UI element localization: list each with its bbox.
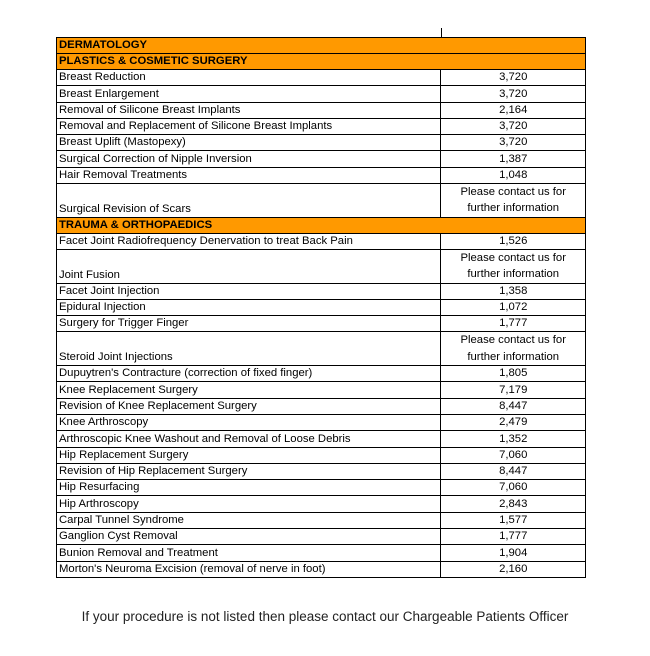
table-row xyxy=(57,496,586,512)
table-row xyxy=(57,167,586,183)
table-row xyxy=(57,299,586,315)
procedure-name: Bunion Removal and Treatment xyxy=(57,545,441,561)
table-row xyxy=(57,283,586,299)
procedure-name: Steroid Joint Injections xyxy=(57,332,441,366)
table-row xyxy=(57,545,586,561)
table-row xyxy=(57,447,586,463)
table-row xyxy=(57,151,586,167)
procedure-price: Please contact us for further information xyxy=(441,332,586,366)
table-row xyxy=(57,184,586,218)
procedure-name: Knee Arthroscopy xyxy=(57,414,441,430)
table-row xyxy=(57,102,586,118)
table-row xyxy=(57,118,586,134)
procedure-price: Please contact us for further information xyxy=(441,184,586,218)
column-divider-top xyxy=(441,28,442,37)
procedure-name: Revision of Hip Replacement Surgery xyxy=(57,463,441,479)
procedure-price: 7,179 xyxy=(441,382,586,398)
procedure-price: 1,048 xyxy=(441,167,586,183)
procedure-name: Ganglion Cyst Removal xyxy=(57,529,441,545)
procedure-name: Removal and Replacement of Silicone Breast Implants xyxy=(57,118,441,134)
table-row xyxy=(57,431,586,447)
procedure-name: Arthroscopic Knee Washout and Removal of Loose Debris xyxy=(57,431,441,447)
procedure-price: 8,447 xyxy=(441,398,586,414)
table-row xyxy=(57,233,586,249)
procedure-price: 1,352 xyxy=(441,431,586,447)
procedure-name: Breast Enlargement xyxy=(57,86,441,102)
procedure-name: Morton's Neuroma Excision (removal of nerve in foot) xyxy=(57,561,441,577)
section-title: PLASTICS & COSMETIC SURGERY xyxy=(57,54,586,70)
section-title: TRAUMA & ORTHOPAEDICS xyxy=(57,217,586,233)
procedure-name: Hip Arthroscopy xyxy=(57,496,441,512)
table-row xyxy=(57,561,586,577)
procedure-price: 1,805 xyxy=(441,366,586,382)
procedure-name: Surgery for Trigger Finger xyxy=(57,316,441,332)
procedure-name: Surgical Revision of Scars xyxy=(57,184,441,218)
procedure-price: 3,720 xyxy=(441,86,586,102)
procedure-price: 1,904 xyxy=(441,545,586,561)
procedure-price: 2,479 xyxy=(441,414,586,430)
procedure-price: 3,720 xyxy=(441,70,586,86)
procedure-price: 1,072 xyxy=(441,299,586,315)
table-row xyxy=(57,463,586,479)
table-row xyxy=(57,414,586,430)
table-row xyxy=(57,316,586,332)
procedure-price: 1,577 xyxy=(441,512,586,528)
section-header-plastics xyxy=(57,54,586,70)
procedure-price: 7,060 xyxy=(441,447,586,463)
procedure-name: Hair Removal Treatments xyxy=(57,167,441,183)
procedure-price: 1,358 xyxy=(441,283,586,299)
section-title: DERMATOLOGY xyxy=(57,38,586,54)
table-row xyxy=(57,70,586,86)
table-row xyxy=(57,382,586,398)
table-row xyxy=(57,512,586,528)
procedure-price: Please contact us for further information xyxy=(441,249,586,283)
procedure-price: 3,720 xyxy=(441,118,586,134)
procedure-price: 2,843 xyxy=(441,496,586,512)
procedure-name: Breast Uplift (Mastopexy) xyxy=(57,135,441,151)
procedure-price: 2,164 xyxy=(441,102,586,118)
procedure-price: 1,526 xyxy=(441,233,586,249)
procedure-name: Facet Joint Injection xyxy=(57,283,441,299)
table-row xyxy=(57,480,586,496)
procedure-name: Dupuytren's Contracture (correction of fixed finger) xyxy=(57,366,441,382)
table-row xyxy=(57,332,586,366)
table-row xyxy=(57,398,586,414)
procedure-price: 1,777 xyxy=(441,529,586,545)
table-row xyxy=(57,135,586,151)
procedure-name: Carpal Tunnel Syndrome xyxy=(57,512,441,528)
procedure-name: Joint Fusion xyxy=(57,249,441,283)
procedure-price: 1,777 xyxy=(441,316,586,332)
table-row xyxy=(57,249,586,283)
section-header-trauma xyxy=(57,217,586,233)
procedure-price: 2,160 xyxy=(441,561,586,577)
section-header-dermatology xyxy=(57,38,586,54)
table-row xyxy=(57,366,586,382)
procedure-name: Knee Replacement Surgery xyxy=(57,382,441,398)
procedure-name: Surgical Correction of Nipple Inversion xyxy=(57,151,441,167)
footer-note: If your procedure is not listed then please contact our Chargeable Patients Officer xyxy=(81,609,569,624)
procedure-name: Epidural Injection xyxy=(57,299,441,315)
procedure-price-table xyxy=(56,37,586,578)
procedure-price: 3,720 xyxy=(441,135,586,151)
procedure-name: Hip Resurfacing xyxy=(57,480,441,496)
procedure-name: Facet Joint Radiofrequency Denervation to treat Back Pain xyxy=(57,233,441,249)
procedure-name: Removal of Silicone Breast Implants xyxy=(57,102,441,118)
procedure-name: Hip Replacement Surgery xyxy=(57,447,441,463)
procedure-price: 7,060 xyxy=(441,480,586,496)
procedure-price: 8,447 xyxy=(441,463,586,479)
procedure-name: Revision of Knee Replacement Surgery xyxy=(57,398,441,414)
procedure-name: Breast Reduction xyxy=(57,70,441,86)
table-row xyxy=(57,86,586,102)
procedure-price: 1,387 xyxy=(441,151,586,167)
table-row xyxy=(57,529,586,545)
